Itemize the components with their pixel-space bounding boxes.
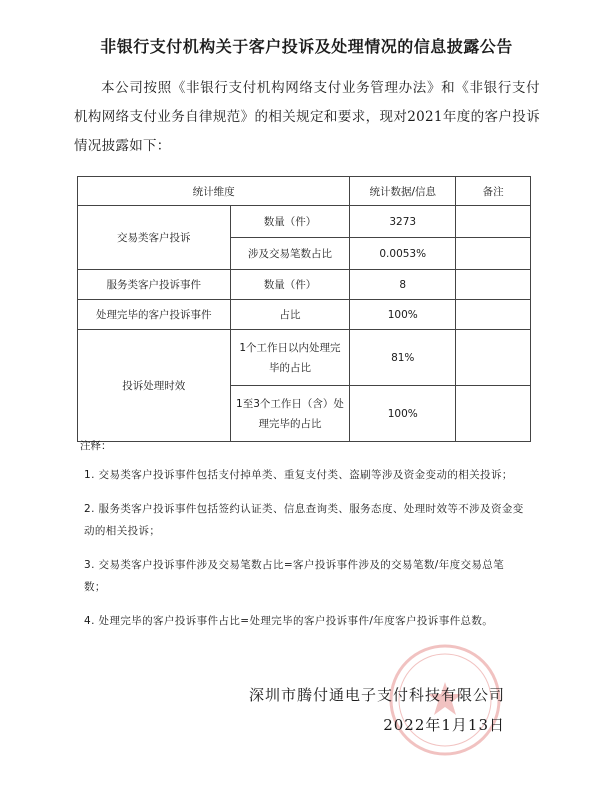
table-row	[78, 300, 531, 330]
table-row	[78, 206, 531, 238]
timeliness-category: 投诉处理时效	[78, 330, 231, 442]
notes-label: 注释：	[80, 440, 112, 452]
within-1-day-value: 81%	[350, 330, 456, 386]
transaction-category: 交易类客户投诉	[78, 206, 231, 270]
issue-date: 2022年1月13日	[383, 716, 505, 734]
count-label: 数量（件）	[230, 206, 350, 238]
note-item: 2. 服务类客户投诉事件包括签约认证类、信息查询类、服务态度、处理时效等不涉及资金变动的相关投诉；	[84, 503, 524, 537]
processed-ratio-label: 占比	[230, 300, 350, 330]
intro-paragraph: 本公司按照《非银行支付机构网络支付业务管理办法》和《非银行支付机构网络支付业务自律规范》的相关规定和要求，现对2021年度的客户投诉情况披露如下：	[74, 80, 540, 154]
processed-category: 处理完毕的客户投诉事件	[78, 300, 231, 330]
remark-cell	[456, 386, 531, 442]
note-item: 3. 交易类客户投诉事件涉及交易笔数占比=客户投诉事件涉及的交易笔数/年度交易总笔数；	[84, 559, 505, 593]
transaction-count: 3273	[350, 206, 456, 238]
remark-cell	[456, 330, 531, 386]
header-dimension: 统计维度	[78, 177, 350, 206]
remark-cell	[456, 206, 531, 238]
header-remark: 备注	[456, 177, 531, 206]
service-category: 服务类客户投诉事件	[78, 270, 231, 300]
ratio-label: 涉及交易笔数占比	[230, 238, 350, 270]
within-3-days-value: 100%	[350, 386, 456, 442]
header-data: 统计数据/信息	[350, 177, 456, 206]
note-item: 4. 处理完毕的客户投诉事件占比=处理完毕的客户投诉事件/年度客户投诉事件总数。	[84, 615, 494, 627]
remark-cell	[456, 270, 531, 300]
company-name: 深圳市腾付通电子支付科技有限公司	[248, 686, 505, 704]
processed-ratio: 100%	[350, 300, 456, 330]
transaction-ratio: 0.0053%	[350, 238, 456, 270]
remark-cell	[456, 300, 531, 330]
table-row	[78, 330, 531, 386]
service-count: 8	[350, 270, 456, 300]
page-title: 非银行支付机构关于客户投诉及处理情况的信息披露公告	[100, 37, 513, 56]
remark-cell	[456, 238, 531, 270]
table-row	[78, 270, 531, 300]
notes-list	[84, 464, 524, 644]
service-count-label: 数量（件）	[230, 270, 350, 300]
table-header-row	[78, 177, 531, 206]
statistics-table	[77, 176, 531, 442]
within-3-days-label: 1至3个工作日（含）处理完毕的占比	[230, 386, 350, 442]
within-1-day-label: 1个工作日以内处理完毕的占比	[230, 330, 350, 386]
note-item: 1. 交易类客户投诉事件包括支付掉单类、重复支付类、盗刷等涉及资金变动的相关投诉；	[84, 469, 513, 481]
